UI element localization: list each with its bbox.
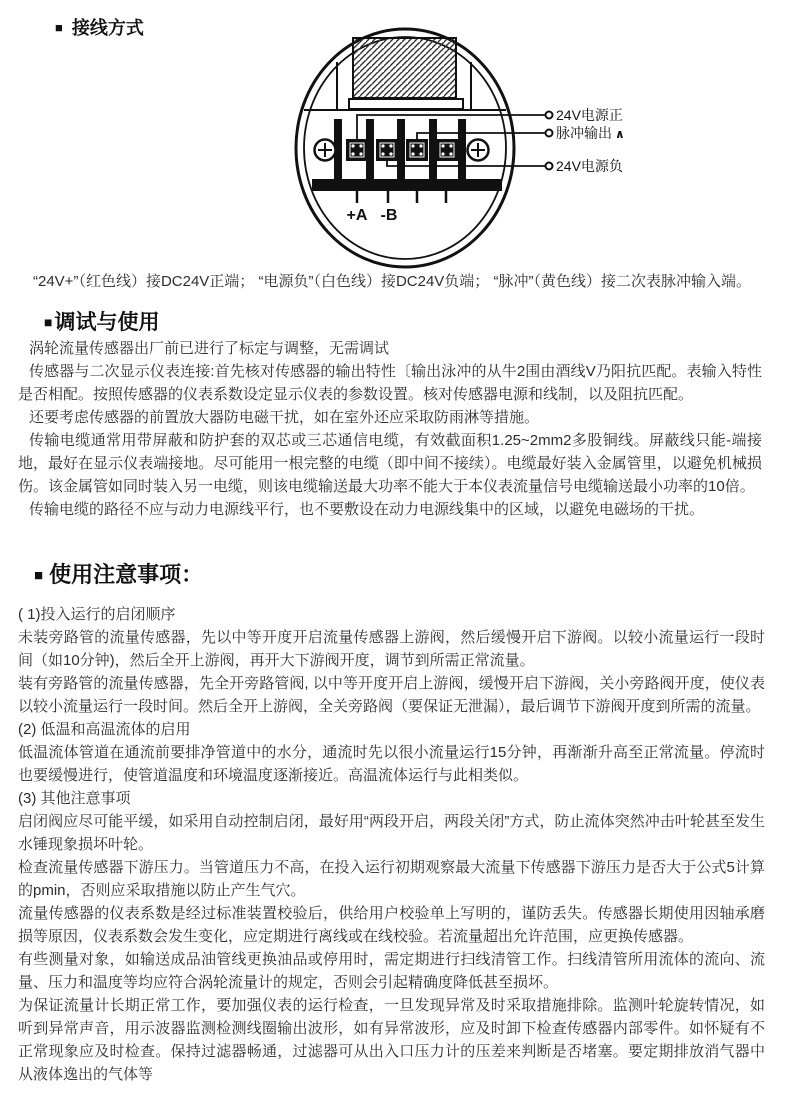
terminal-screw-block: [436, 139, 458, 161]
debug-section: [18, 337, 762, 521]
terminal-post: [429, 119, 437, 183]
paragraph: (2) 低温和高温流体的启用: [18, 721, 191, 738]
pulse-output-label: 脉冲输出: [556, 125, 612, 141]
paragraph: 启闭阀应尽可能平缓，如采用自动控制启闭，最好用“两段开启，两段关闭”方式，防止流体突然冲击叶轮甚至发生水锤现象损坏叶轮。: [18, 813, 765, 853]
square-bullet-icon: ■: [55, 20, 63, 35]
wiring-note: “24V+”（红色线）接DC24V正端； “电源负”（白色线）接DC24V负端； “脉冲”（黄色线）接二次表脉冲输入端。: [33, 273, 751, 290]
precautions-section: [18, 603, 765, 1086]
terminal-housing-diagram: [270, 18, 770, 273]
square-bullet-icon: ■: [44, 314, 53, 330]
paragraph: 未装旁路管的流量传感器，先以中等开度开启流量传感器上游阀，然后缓慢开启下游阀。以较小流量运行一段时间（如10分钟)，然后全开上游阀，再开大下游阀开度，调节到所需正常流量。: [18, 629, 765, 669]
section-heading-precautions: [34, 558, 203, 589]
section-heading-wiring: [55, 14, 144, 40]
paragraph: ( 1)投入运行的启闭顺序: [18, 606, 176, 623]
paragraph: 流量传感器的仪表系数是经过标准装置校验后，供给用户校验单上写明的，谨防丢失。传感器长期使用因轴承磨损等原因，仪表系数会发生变化，应定期进行离线或在线校验。若流量超出允许范围，应更换传感器。: [18, 905, 765, 945]
cable-gland-hatched-block: [353, 38, 456, 98]
terminal-screw-block: [376, 139, 398, 161]
paragraph: 还要考虑传感器的前置放大器防电磁干扰，如在室外还应采取防雨淋等措施。: [29, 409, 540, 426]
wiring-diagram: [270, 18, 770, 273]
power-negative-label: 24V电源负: [556, 158, 623, 174]
terminal-post: [397, 119, 405, 183]
square-bullet-icon: ■: [34, 567, 44, 584]
paragraph: 传输电缆通常用带屏蔽和防护套的双芯或三芯通信电缆，有效截面积1.25~2mm2多股铜线。屏蔽线只能-端接地，最好在显示仪表端接地。尽可能用一根完整的电缆（即中间不接续）。电缆最好装入金属管里，以避免机械损伤。该金属管如同时装入另一电缆，则该电缆输送最大功率不能大于本仪表流量信号电缆输送最小功率的10倍。: [18, 432, 762, 495]
section-heading-debug: [44, 306, 159, 336]
terminal-a-label: +A: [346, 207, 368, 224]
wiring-title: 接线方式: [71, 18, 144, 38]
debug-title: 调试与使用: [54, 311, 160, 334]
terminal-screw-block: [406, 139, 428, 161]
paragraph: 低温流体管道在通流前要排净管道中的水分，通流时先以很小流量运行15分钟，再渐渐升高至正常流量。停流时也要缓慢进行，使管道温度和环境温度逐渐接近。高温流体运行与此相类似。: [18, 744, 765, 784]
terminal-post: [458, 119, 466, 183]
paragraph: 涡轮流量传感器出厂前已进行了标定与调整，无需调试: [29, 340, 390, 357]
paragraph: 为保证流量计长期正常工作，要加强仪表的运行检查，一旦发现异常及时采取措施排除。监测叶轮旋转情况，如听到异常声音，用示波器监测检测线圈输出波形，如有异常波形，应及时卸下检查传感器内部零件。如怀疑有不正常现象应及时检查。保持过滤器畅通，过滤器可从出入口压力计的压差来判断是否堵塞。要定期排放消气器中从液体逸出的气体等: [18, 997, 765, 1083]
wire-dot-icon: [546, 130, 553, 137]
mounting-screw-icon: [315, 140, 336, 161]
paragraph: 传感器与二次显示仪表连接:首先核对传感器的输出特性〔输出泳冲的从牛2围由酒线V乃阳抗匹配。表输入特性是否相配。按照传感器的仪表系数设定显示仪表的参数设置。核对传感器电源和线制，以及阻抗匹配。: [18, 363, 762, 403]
mounting-screw-icon: [468, 140, 489, 161]
terminal-b-label: -B: [380, 207, 398, 224]
paragraph: 传输电缆的路径不应与动力电源线平行，也不要敷设在动力电源线集中的区域，以避免电磁场的干扰。: [29, 501, 705, 518]
paragraph: (3) 其他注意事项: [18, 790, 131, 807]
terminal-screw-block: [346, 139, 368, 161]
paragraph: 有些测量对象，如输送成品油管线更换油品或停用时，需定期进行扫线清管工作。扫线清管所用流体的流向、流量、压力和温度等均应符合涡轮流量计的规定，否则会引起精确度降低甚至损坏。: [18, 951, 765, 991]
pulse-symbol-icon: ∧: [615, 127, 625, 141]
gland-base-plate: [349, 99, 463, 109]
wire-dot-icon: [546, 112, 553, 119]
power-positive-label: 24V电源正: [556, 107, 623, 123]
paragraph: 检查流量传感器下游压力。当管道压力不高，在投入运行初期观察最大流量下传感器下游压力是否大于公式5计算的pmin，否则应采取措施以防止产生气穴。: [18, 859, 765, 899]
paragraph: 装有旁路管的流量传感器，先全开旁路管阀, 以中等开度开启上游阀，缓慢开启下游阀，关小旁路阀开度，使仪表以较小流量运行一段时间。然后全开上游阀，全关旁路阀（要保证无泄漏），最后调节下游阀开度到所需的流量。: [18, 675, 765, 715]
precautions-title: 使用注意事项：: [49, 562, 204, 587]
wire-dot-icon: [546, 163, 553, 170]
